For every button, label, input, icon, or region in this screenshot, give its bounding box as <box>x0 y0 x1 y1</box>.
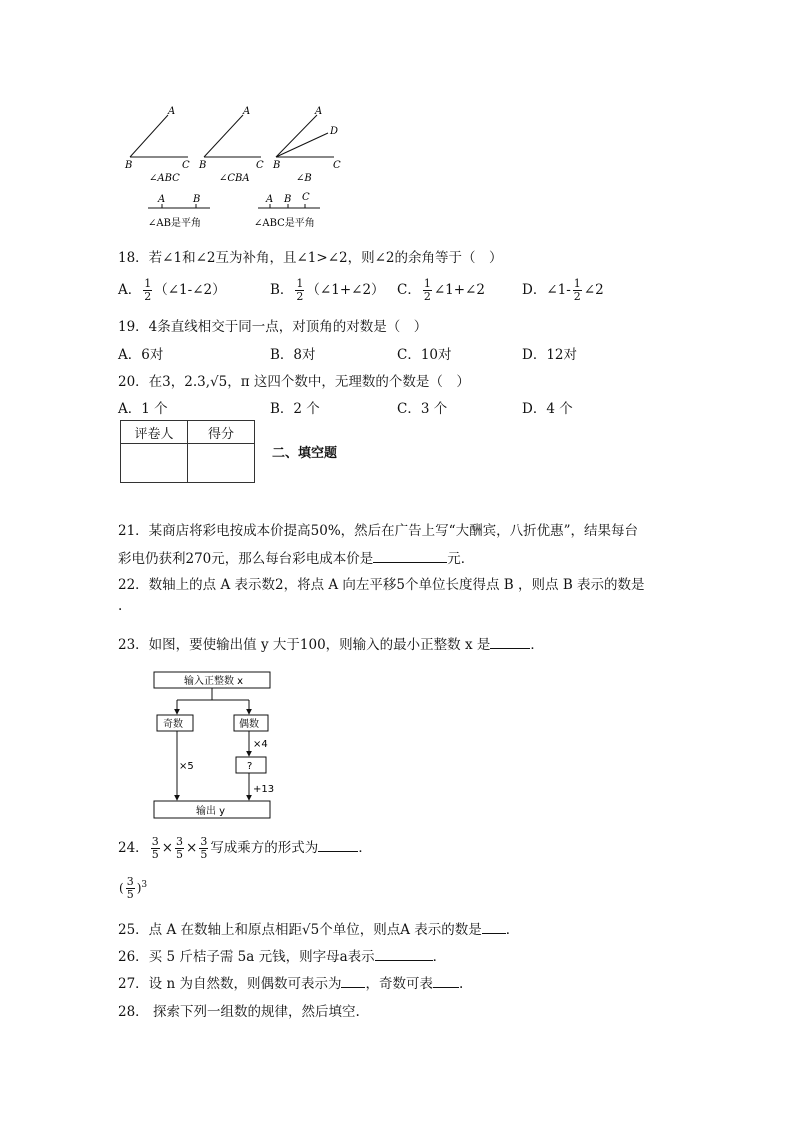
q18-option-c-label: C． <box>397 282 421 298</box>
flow-plus13-label: +13 <box>253 784 275 795</box>
q25-post: 个单位，则点A 表示的数是 <box>319 922 482 938</box>
caption-straight-ab: ∠AB是平角 <box>148 218 201 229</box>
label-c3: C <box>333 160 341 171</box>
paren-right: ) <box>136 881 142 895</box>
caption-angle-abc: ∠ABC <box>149 173 180 184</box>
q20-option-b[interactable]: B．2 个 <box>270 401 320 417</box>
label-c1: C <box>182 160 190 171</box>
caption-straight-abc: ∠ABC是平角 <box>254 218 315 229</box>
question-21-line2 <box>118 547 474 567</box>
question-25-stem <box>118 918 519 938</box>
score-cell[interactable] <box>188 444 255 483</box>
label-d3: D <box>330 126 339 137</box>
flow-unknown-label: ? <box>247 761 253 772</box>
reviewer-cell[interactable] <box>121 444 188 483</box>
q25-pre: 25．点 A 在数轴上和原点相距 <box>118 922 303 938</box>
paren-left: ( <box>119 881 124 895</box>
label-c2: C <box>256 160 264 171</box>
flow-input-label: 输入正整数 x <box>184 676 244 687</box>
score-header: 得分 <box>188 421 255 444</box>
q24-stem-post: 写成乘方的形式为 <box>210 840 319 856</box>
caption-angle-cba: ∠CBA <box>219 173 250 184</box>
q24-end: ． <box>358 840 372 856</box>
q18-option-b-text: （∠1+∠2） <box>306 282 385 298</box>
question-20-stem <box>118 370 470 390</box>
q19-option-c[interactable]: C．10对 <box>397 347 452 363</box>
q27-end: . <box>458 976 464 992</box>
q26-answer-blank[interactable] <box>375 948 433 961</box>
label-a1: A <box>168 106 176 117</box>
q19-option-b[interactable]: B．8对 <box>270 347 316 363</box>
question-18-stem: 18．若∠1和∠2互为补角，且∠1>∠2，则∠2的余角等于（ ） <box>118 250 503 266</box>
q20-stem-post: ，π 这四个数中，无理数的个数是（ ） <box>227 374 470 390</box>
straight-angle-abc-figure <box>254 192 320 229</box>
q27-odd-blank[interactable] <box>433 975 459 988</box>
label-a5: A <box>266 194 274 205</box>
answer-exponent: 3 <box>141 880 148 890</box>
score-table <box>120 420 255 483</box>
q19-option-a[interactable]: A．6对 <box>118 347 164 363</box>
flow-times4-label: ×4 <box>253 739 268 750</box>
q20-option-c[interactable]: C．3 个 <box>397 401 448 417</box>
q21-answer-blank[interactable] <box>373 550 447 563</box>
flow-output-label: 输出 y <box>196 806 226 817</box>
q18-option-b-label: B． <box>270 282 294 298</box>
frac-3-5: $\frac{3}{5}$ <box>200 835 208 861</box>
label-b2: B <box>199 160 207 171</box>
q18-option-a[interactable] <box>118 278 226 303</box>
flow-times5-label: ×5 <box>179 761 194 772</box>
q27-mid: ，奇数可表 <box>365 976 433 992</box>
q18-option-a-text: （∠1-∠2） <box>154 282 226 298</box>
angle-b-figure <box>272 106 341 184</box>
q26-pre: 26．买 5 斤桔子需 5a 元钱，则字母a表示 <box>118 949 375 965</box>
q21-line2-pre: 彩电仍获利270元，那么每台彩电成本价是 <box>118 551 374 567</box>
q23-answer-blank[interactable] <box>490 636 530 649</box>
times-sign: × <box>161 840 173 856</box>
caption-angle-b: ∠B <box>296 173 312 184</box>
question-19-stem: 19．4条直线相交于同一点，对顶角的对数是（ ） <box>118 319 428 335</box>
frac-3-5: $\frac{3}{5}$ <box>176 835 183 861</box>
q25-end: ． <box>505 922 520 938</box>
angle-figures <box>118 100 358 235</box>
half-fraction: $\frac{1}{2}$ <box>423 277 431 303</box>
q24-answer <box>119 876 147 901</box>
q20-stem-pre: 20．在3，2.3, <box>118 374 211 390</box>
q21-line2-post: 元． <box>447 551 475 567</box>
q20-option-a[interactable]: A．1 个 <box>118 401 168 417</box>
angle-abc-figure <box>124 106 190 184</box>
q23-stem-pre: 23．如图，要使输出值 y 大于100，则输入的最小正整数 x 是 <box>118 637 491 653</box>
label-a2: A <box>243 106 251 117</box>
straight-angle-ab-figure <box>148 194 210 229</box>
label-a3: A <box>315 106 323 117</box>
answer-frac: $\frac{3}{5}$ <box>126 875 134 901</box>
q19-option-d[interactable]: D．12对 <box>522 347 578 363</box>
q18-option-b[interactable] <box>270 278 385 303</box>
q26-end: ． <box>432 949 447 965</box>
label-b5: B <box>284 194 292 205</box>
times-sign: × <box>186 840 198 856</box>
q18-option-a-label: A． <box>118 282 142 298</box>
label-b3: B <box>273 160 281 171</box>
q18-option-d[interactable] <box>522 278 604 303</box>
half-fraction: $\frac{1}{2}$ <box>573 277 581 303</box>
section-title-fill-blank: 二、填空题 <box>272 446 338 461</box>
q20-option-d[interactable]: D．4 个 <box>522 401 573 417</box>
question-21-line1: 21．某商店将彩电按成本价提高50%，然后在广告上写“大酬宾，八折优惠”，结果每台 <box>118 523 638 539</box>
question-26-stem <box>118 945 446 965</box>
q27-pre: 27．设 n 为自然数，则偶数可表示为 <box>118 976 342 992</box>
q18-option-d-pre: ∠1- <box>546 282 571 298</box>
question-28-stem: 28． 探索下列一组数的规律，然后填空. <box>118 1004 360 1020</box>
q24-answer-blank[interactable] <box>318 839 358 852</box>
label-b4: B <box>193 194 201 205</box>
q18-option-d-post: ∠2 <box>583 282 604 298</box>
flow-odd-label: 奇数 <box>163 719 183 730</box>
q18-option-d-label: D． <box>522 282 547 298</box>
reviewer-header: 评卷人 <box>121 421 188 444</box>
half-fraction: $\frac{1}{2}$ <box>144 277 152 303</box>
flowchart <box>148 668 278 824</box>
question-23-stem <box>118 633 544 653</box>
q23-stem-post: ． <box>530 637 544 653</box>
q27-even-blank[interactable] <box>341 975 365 988</box>
label-c5: C <box>302 192 310 203</box>
frac-3-5: $\frac{3}{5}$ <box>151 835 159 861</box>
sqrt-5: √5 <box>302 922 320 938</box>
sqrt-5: √5 <box>210 374 228 390</box>
q24-number: 24． <box>118 840 149 856</box>
q18-option-c-text: ∠1+∠2 <box>433 282 485 298</box>
half-fraction: $\frac{1}{2}$ <box>296 277 304 303</box>
question-22-line2: . <box>118 598 123 614</box>
q18-option-c[interactable] <box>397 278 485 303</box>
label-a4: A <box>158 194 166 205</box>
label-b1: B <box>125 160 133 171</box>
question-27-stem <box>118 972 463 992</box>
q25-answer-blank[interactable] <box>482 921 506 934</box>
question-22-line1: 22．数轴上的点 A 表示数2，将点 A 向左平移5个单位长度得点 B ，则点 B 表示的数是 <box>118 577 645 593</box>
question-24-stem <box>118 836 372 861</box>
angle-cba-figure <box>198 106 264 184</box>
flow-even-label: 偶数 <box>239 719 259 730</box>
